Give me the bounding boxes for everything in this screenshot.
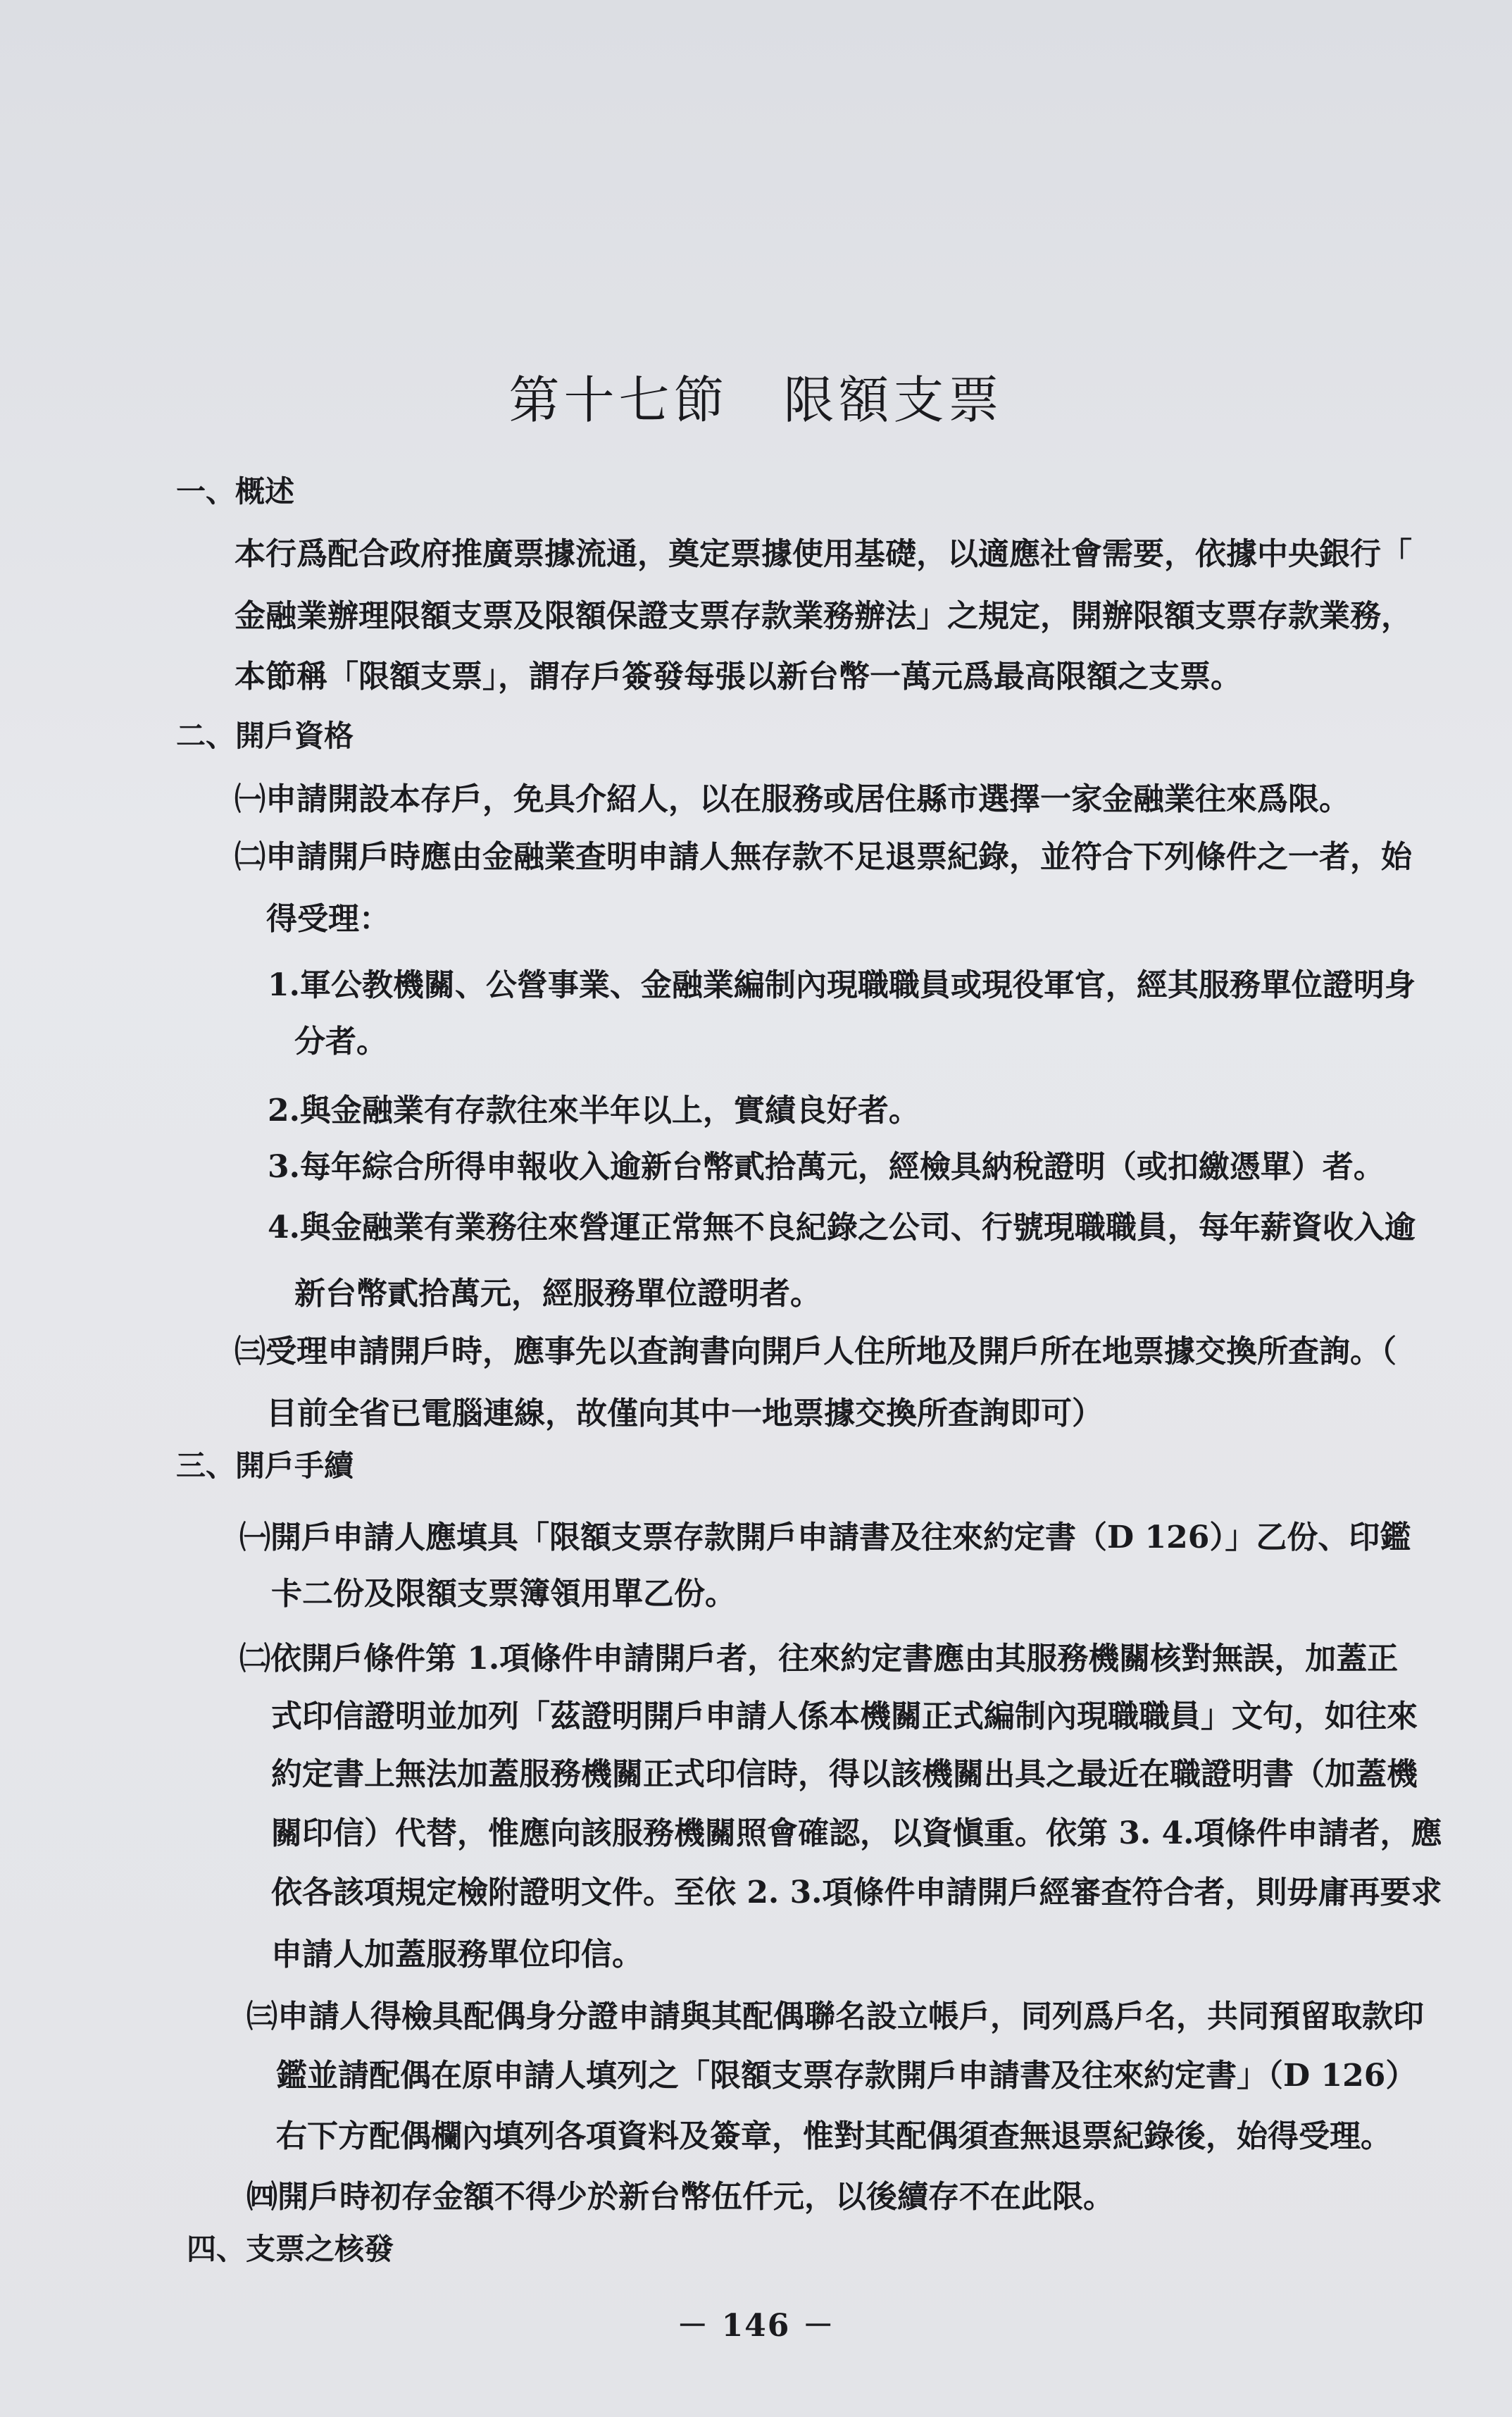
sub-list-item-continuation: 新台幣貳拾萬元，經服務單位證明者。 <box>294 1276 821 1312</box>
list-item-continuation: 目前全省已電腦連線，故僅向其中一地票據交換所查詢即可） <box>266 1396 1103 1431</box>
list-item-continuation: 約定書上無法加蓋服務機關正式印信時，得以該機關出具之最近在職證明書（加蓋機 <box>271 1756 1418 1792</box>
list-item: ㈢申請人得檢具配偶身分證申請與其配偶聯名設立帳戶，同列爲戶名，共同預留取款印 <box>246 1999 1424 2034</box>
list-item-continuation: 右下方配偶欄內填列各項資料及簽章，惟對其配偶須查無退票紀錄後，始得受理。 <box>276 2118 1392 2154</box>
list-item: ㈡依開戶條件第 1.項條件申請開戶者，往來約定書應由其服務機關核對無誤，加蓋正 <box>239 1641 1399 1677</box>
paragraph-line: 本行爲配合政府推廣票據流通，奠定票據使用基礎，以適應社會需要，依據中央銀行「 <box>235 536 1412 572</box>
section-heading-check-issuance: 四、支票之核發 <box>187 2232 394 2266</box>
sub-list-item: 1.軍公教機關、公營事業、金融業編制內現職職員或現役軍官，經其服務單位證明身 <box>268 967 1416 1003</box>
list-item-continuation: 鑑並請配偶在原申請人填列之「限額支票存款開戶申請書及往來約定書」（D 126） <box>276 2058 1417 2094</box>
list-item-continuation: 關印信）代替，惟應向該服務機關照會確認，以資愼重。依第 3. 4.項條件申請者，應 <box>271 1815 1442 1851</box>
sub-list-item: 2.與金融業有存款往來半年以上，實績良好者。 <box>268 1093 920 1129</box>
list-item: ㈠開戶申請人應填具「限額支票存款開戶申請書及往來約定書（D 126）」乙份、印鑑 <box>239 1520 1411 1555</box>
list-item: ㈡申請開戶時應由金融業查明申請人無存款不足退票紀錄，並符合下列條件之一者，始 <box>235 839 1412 875</box>
list-item: ㈢受理申請開戶時，應事先以查詢書向開戶人住所地及開戶所在地票據交換所查詢。（ <box>235 1334 1397 1369</box>
list-item-continuation: 依各該項規定檢附證明文件。至依 2. 3.項條件申請開戶經審查符合者，則毋庸再要求 <box>271 1875 1442 1910</box>
list-item-continuation: 得受理： <box>266 901 390 937</box>
sub-list-item-continuation: 分者。 <box>294 1024 387 1060</box>
page-number: － 146 － <box>677 2308 835 2344</box>
sub-list-item: 3.每年綜合所得申報收入逾新台幣貳拾萬元，經檢具納稅證明（或扣繳憑單）者。 <box>268 1149 1385 1185</box>
list-item: ㈣開戶時初存金額不得少於新台幣伍仟元，以後續存不在此限。 <box>246 2179 1114 2215</box>
sub-list-item: 4.與金融業有業務往來營運正常無不良紀錄之公司、行號現職職員，每年薪資收入逾 <box>268 1210 1416 1245</box>
page-title: 第十七節 限額支票 <box>508 371 1004 430</box>
paragraph-line: 本節稱「限額支票」，謂存戶簽發每張以新台幣一萬元爲最高限額之支票。 <box>235 659 1242 695</box>
list-item-continuation: 式印信證明並加列「茲證明開戶申請人係本機關正式編制內現職職員」文句，如往來 <box>271 1698 1418 1734</box>
section-heading-procedures: 三、開戶手續 <box>176 1448 354 1483</box>
list-item: ㈠申請開設本存戶，免具介紹人，以在服務或居住縣市選擇一家金融業往來爲限。 <box>235 781 1350 817</box>
paragraph-line: 金融業辦理限額支票及限額保證支票存款業務辦法」之規定，開辦限額支票存款業務， <box>235 598 1412 634</box>
list-item-continuation: 申請人加蓋服務單位印信。 <box>271 1937 643 1972</box>
section-heading-overview: 一、概述 <box>176 474 295 509</box>
list-item-continuation: 卡二份及限額支票簿領用單乙份。 <box>271 1576 736 1612</box>
section-heading-eligibility: 二、開戶資格 <box>176 719 354 753</box>
